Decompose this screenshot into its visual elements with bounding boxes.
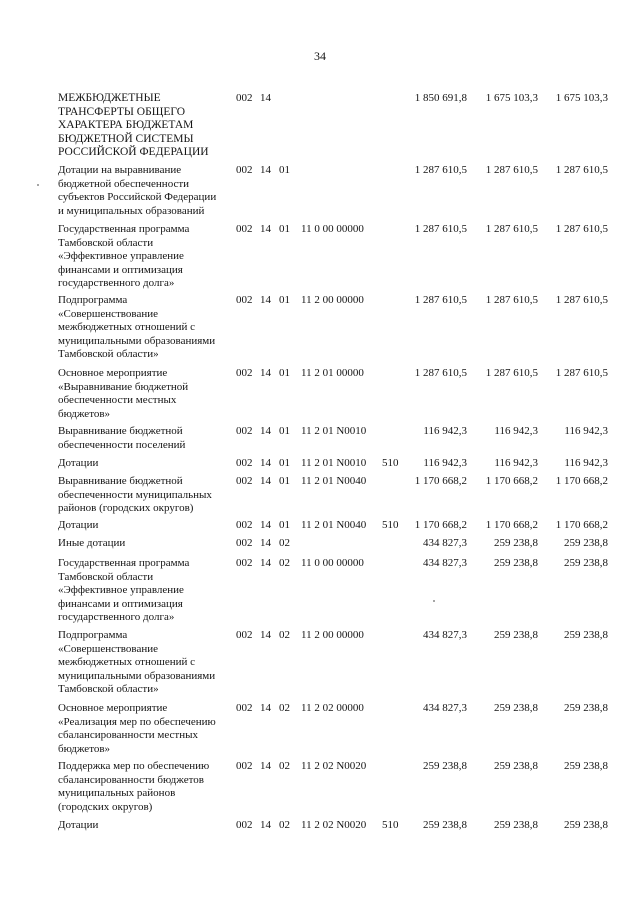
row-name-line: муниципальными образованиями <box>58 669 216 682</box>
subsection-code: 01 <box>279 164 290 176</box>
amount-year-2: 259 238,8 <box>494 760 538 772</box>
row-name-line: «Эффективное управление <box>58 584 184 596</box>
amount-year-2: 259 238,8 <box>494 629 538 641</box>
amount-year-1: 434 827,3 <box>423 557 467 569</box>
amount-year-2: 259 238,8 <box>494 537 538 549</box>
row-name-line: Государственная программа <box>58 223 190 235</box>
row-name-line: Дотации <box>58 457 99 469</box>
ministry-code: 002 <box>236 294 253 306</box>
row-name-line: бюджетов» <box>58 407 111 420</box>
section-code: 14 <box>260 367 271 379</box>
amount-year-2: 259 238,8 <box>494 702 538 714</box>
target-article-code: 11 2 01 N0040 <box>301 519 367 531</box>
amount-year-2: 1 287 610,5 <box>485 164 538 176</box>
amount-year-1: 1 287 610,5 <box>414 223 467 235</box>
ministry-code: 002 <box>236 702 253 714</box>
row-name-line: обеспеченности поселений <box>58 438 186 451</box>
ministry-code: 002 <box>236 760 253 772</box>
subsection-code: 02 <box>279 819 290 831</box>
row-name-line: Дотации <box>58 519 99 531</box>
amount-year-3: 1 170 668,2 <box>555 475 608 487</box>
row-name <box>58 819 236 833</box>
row-name-line: РОССИЙСКОЙ ФЕДЕРАЦИИ <box>58 146 209 158</box>
amount-year-1: 259 238,8 <box>423 760 467 772</box>
scan-speck <box>37 184 39 186</box>
amount-year-2: 1 675 103,3 <box>485 92 538 104</box>
row-name-line: субъектов Российской Федерации <box>58 191 217 203</box>
target-article-code: 11 2 02 N0020 <box>301 819 367 831</box>
amount-year-1: 116 942,3 <box>423 425 467 437</box>
ministry-code: 002 <box>236 92 253 104</box>
row-name-line: Тамбовской области <box>58 570 154 583</box>
subsection-code: 02 <box>279 760 290 772</box>
row-name-line: БЮДЖЕТНОЙ СИСТЕМЫ <box>58 132 194 145</box>
ministry-code: 002 <box>236 475 253 487</box>
subsection-code: 02 <box>279 557 290 569</box>
row-name-line: «Реализация мер по обеспечению <box>58 715 216 728</box>
scan-speck <box>433 600 435 602</box>
row-name-line: муниципальных районов <box>58 787 176 799</box>
row-name-line: районов (городских округов) <box>58 502 194 514</box>
row-name-line: Основное мероприятие <box>58 702 168 714</box>
amount-year-3: 259 238,8 <box>564 702 608 714</box>
section-code: 14 <box>260 164 271 176</box>
ministry-code: 002 <box>236 819 253 831</box>
row-name-line: государственного долга» <box>58 611 175 623</box>
amount-year-1: 116 942,3 <box>423 457 467 469</box>
amount-year-2: 259 238,8 <box>494 557 538 569</box>
amount-year-2: 1 170 668,2 <box>485 475 538 487</box>
section-code: 14 <box>260 702 271 714</box>
row-name <box>58 702 236 756</box>
section-code: 14 <box>260 457 271 469</box>
expense-type-code: 510 <box>382 819 399 831</box>
section-code: 14 <box>260 294 271 306</box>
amount-year-3: 259 238,8 <box>564 629 608 641</box>
target-article-code: 11 0 00 00000 <box>301 223 364 235</box>
row-name-line: государственного долга» <box>58 277 175 289</box>
row-name-line: Государственная программа <box>58 557 190 569</box>
amount-year-3: 1 287 610,5 <box>555 223 608 235</box>
target-article-code: 11 2 01 N0040 <box>301 475 367 487</box>
row-name-line: «Эффективное управление <box>58 250 184 262</box>
row-name-line: «Совершенствование <box>58 642 158 655</box>
row-name-line: Подпрограмма <box>58 294 128 306</box>
amount-year-1: 1 287 610,5 <box>414 294 467 306</box>
row-name-line: финансами и оптимизация <box>58 263 183 276</box>
amount-year-2: 1 287 610,5 <box>485 294 538 306</box>
expense-type-code: 510 <box>382 519 399 531</box>
amount-year-3: 1 287 610,5 <box>555 294 608 306</box>
row-name-line: бюджетов» <box>58 742 111 755</box>
ministry-code: 002 <box>236 367 253 379</box>
row-name-line: Выравнивание бюджетной <box>58 425 183 437</box>
amount-year-3: 116 942,3 <box>564 457 608 469</box>
row-name-line: межбюджетных отношений с <box>58 321 196 333</box>
amount-year-3: 259 238,8 <box>564 537 608 549</box>
section-code: 14 <box>260 537 271 549</box>
amount-year-3: 1 287 610,5 <box>555 367 608 379</box>
subsection-code: 01 <box>279 223 290 235</box>
section-code: 14 <box>260 557 271 569</box>
amount-year-2: 259 238,8 <box>494 819 538 831</box>
row-name-line: Выравнивание бюджетной <box>58 475 183 487</box>
row-name-line: финансами и оптимизация <box>58 597 183 610</box>
row-name-line: «Выравнивание бюджетной <box>58 380 189 393</box>
section-code: 14 <box>260 425 271 437</box>
section-code: 14 <box>260 519 271 531</box>
amount-year-3: 1 170 668,2 <box>555 519 608 531</box>
amount-year-2: 116 942,3 <box>494 425 538 437</box>
ministry-code: 002 <box>236 425 253 437</box>
ministry-code: 002 <box>236 223 253 235</box>
row-name-line: Дотации <box>58 819 99 831</box>
row-name-line: Подпрограмма <box>58 629 128 641</box>
row-name <box>58 164 236 218</box>
subsection-code: 01 <box>279 425 290 437</box>
row-name-line: Основное мероприятие <box>58 367 168 379</box>
amount-year-3: 1 675 103,3 <box>555 92 608 104</box>
subsection-code: 01 <box>279 294 290 306</box>
ministry-code: 002 <box>236 519 253 531</box>
row-name <box>58 425 236 452</box>
section-code: 14 <box>260 760 271 772</box>
row-name <box>58 92 236 160</box>
row-name-line: ТРАНСФЕРТЫ ОБЩЕГО <box>58 105 186 118</box>
amount-year-1: 1 170 668,2 <box>414 475 467 487</box>
target-article-code: 11 2 02 00000 <box>301 702 364 714</box>
ministry-code: 002 <box>236 164 253 176</box>
row-name-line: Тамбовской области» <box>58 683 159 695</box>
amount-year-2: 1 287 610,5 <box>485 223 538 235</box>
amount-year-3: 116 942,3 <box>564 425 608 437</box>
amount-year-3: 259 238,8 <box>564 557 608 569</box>
row-name-line: Иные дотации <box>58 537 126 549</box>
row-name-line: Поддержка мер по обеспечению <box>58 760 210 772</box>
ministry-code: 002 <box>236 537 253 549</box>
subsection-code: 01 <box>279 367 290 379</box>
row-name <box>58 519 236 533</box>
amount-year-1: 1 170 668,2 <box>414 519 467 531</box>
target-article-code: 11 2 00 00000 <box>301 629 364 641</box>
amount-year-1: 434 827,3 <box>423 537 467 549</box>
amount-year-2: 1 170 668,2 <box>485 519 538 531</box>
row-name <box>58 367 236 421</box>
row-name <box>58 457 236 471</box>
row-name-line: «Совершенствование <box>58 307 158 320</box>
row-name-line: сбалансированности местных <box>58 729 199 741</box>
section-code: 14 <box>260 92 271 104</box>
row-name-line: Тамбовской области» <box>58 348 159 360</box>
amount-year-3: 259 238,8 <box>564 819 608 831</box>
row-name-line: Дотации на выравнивание <box>58 164 182 176</box>
row-name-line: обеспеченности местных <box>58 394 177 406</box>
amount-year-1: 1 287 610,5 <box>414 367 467 379</box>
amount-year-2: 1 287 610,5 <box>485 367 538 379</box>
amount-year-3: 259 238,8 <box>564 760 608 772</box>
ministry-code: 002 <box>236 457 253 469</box>
section-code: 14 <box>260 223 271 235</box>
amount-year-1: 434 827,3 <box>423 702 467 714</box>
ministry-code: 002 <box>236 557 253 569</box>
target-article-code: 11 2 02 N0020 <box>301 760 367 772</box>
subsection-code: 02 <box>279 702 290 714</box>
row-name <box>58 557 236 625</box>
section-code: 14 <box>260 819 271 831</box>
amount-year-3: 1 287 610,5 <box>555 164 608 176</box>
subsection-code: 01 <box>279 475 290 487</box>
ministry-code: 002 <box>236 629 253 641</box>
amount-year-1: 259 238,8 <box>423 819 467 831</box>
expense-type-code: 510 <box>382 457 399 469</box>
row-name-line: (городских округов) <box>58 800 153 813</box>
section-code: 14 <box>260 629 271 641</box>
row-name <box>58 223 236 291</box>
target-article-code: 11 2 01 00000 <box>301 367 364 379</box>
row-name <box>58 629 236 697</box>
page-number: 34 <box>314 49 326 63</box>
row-name <box>58 537 236 551</box>
row-name-line: ХАРАКТЕРА БЮДЖЕТАМ <box>58 119 194 131</box>
target-article-code: 11 2 01 N0010 <box>301 457 367 469</box>
row-name-line: сбалансированности бюджетов <box>58 773 204 786</box>
amount-year-2: 116 942,3 <box>494 457 538 469</box>
subsection-code: 01 <box>279 457 290 469</box>
row-name-line: и муниципальных образований <box>58 204 205 217</box>
subsection-code: 01 <box>279 519 290 531</box>
section-code: 14 <box>260 475 271 487</box>
subsection-code: 02 <box>279 537 290 549</box>
amount-year-1: 1 850 691,8 <box>414 92 467 104</box>
row-name <box>58 760 236 814</box>
row-name-line: муниципальными образованиями <box>58 334 216 347</box>
row-name-line: бюджетной обеспеченности <box>58 177 190 190</box>
row-name-line: МЕЖБЮДЖЕТНЫЕ <box>58 92 161 104</box>
amount-year-1: 1 287 610,5 <box>414 164 467 176</box>
row-name-line: Тамбовской области <box>58 236 154 249</box>
subsection-code: 02 <box>279 629 290 641</box>
amount-year-1: 434 827,3 <box>423 629 467 641</box>
row-name-line: межбюджетных отношений с <box>58 656 196 668</box>
target-article-code: 11 2 00 00000 <box>301 294 364 306</box>
row-name <box>58 475 236 516</box>
target-article-code: 11 0 00 00000 <box>301 557 364 569</box>
row-name-line: обеспеченности муниципальных <box>58 488 212 501</box>
target-article-code: 11 2 01 N0010 <box>301 425 367 437</box>
row-name <box>58 294 236 362</box>
